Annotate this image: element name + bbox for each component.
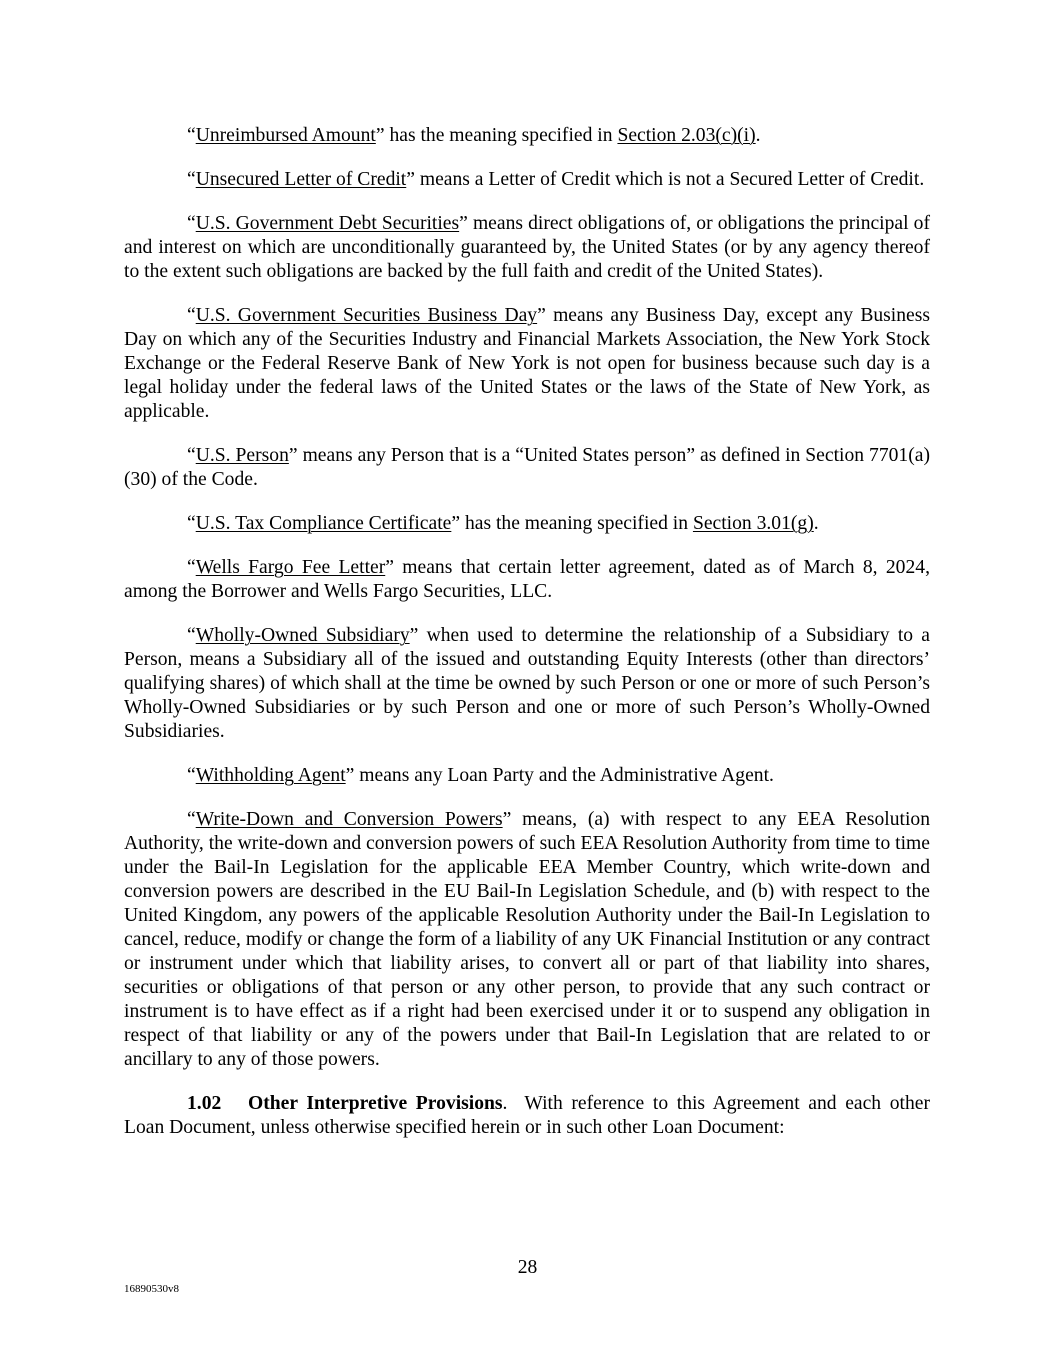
defined-term: U.S. Government Securities Business Day bbox=[195, 305, 538, 326]
close-quote: ” bbox=[409, 625, 419, 646]
open-quote: “ bbox=[187, 809, 196, 830]
definition-paragraph bbox=[124, 512, 930, 536]
open-quote: “ bbox=[187, 557, 196, 578]
defined-term: U.S. Tax Compliance Certificate bbox=[195, 513, 452, 534]
defined-term: U.S. Person bbox=[195, 445, 289, 466]
defined-term: Unreimbursed Amount bbox=[195, 125, 376, 146]
definition-text: means any Person that is a “United States person” as defined in Section 7701(a)(30) of the Code. bbox=[124, 445, 930, 490]
open-quote: “ bbox=[187, 625, 196, 646]
close-quote: ” bbox=[385, 557, 394, 578]
section-text: With reference to this Agreement and each other Loan Document, unless otherwise specified herein or in such other Loan Document: bbox=[124, 1093, 935, 1138]
close-quote: ” bbox=[288, 445, 298, 466]
section-number: 1.02 bbox=[187, 1093, 222, 1114]
defined-term: Write-Down and Conversion Powers bbox=[195, 809, 503, 830]
definition-text: means direct obligations of, or obligations the principal of and interest on which are unconditionally guaranteed by, the United States (or by any agency thereof to the extent such obligations are backed by the full faith and credit of the United States). bbox=[124, 213, 930, 282]
open-quote: “ bbox=[187, 213, 196, 234]
defined-term: Wells Fargo Fee Letter bbox=[195, 557, 386, 578]
close-quote: ” bbox=[451, 513, 461, 534]
open-quote: “ bbox=[187, 445, 196, 466]
definition-paragraph bbox=[124, 764, 930, 788]
close-quote: ” bbox=[375, 125, 385, 146]
definition-paragraph bbox=[124, 808, 930, 1072]
definition-text: has the meaning specified in bbox=[384, 125, 618, 146]
defined-term: Withholding Agent bbox=[195, 765, 346, 786]
open-quote: “ bbox=[187, 305, 196, 326]
close-quote: ” bbox=[502, 809, 512, 830]
definition-text: means any Loan Party and the Administrative Agent. bbox=[354, 765, 774, 786]
section-reference: Section 2.03(c)(i) bbox=[617, 125, 756, 146]
definition-text: has the meaning specified in bbox=[460, 513, 693, 534]
definition-paragraph bbox=[124, 624, 930, 744]
defined-term: Unsecured Letter of Credit bbox=[195, 169, 407, 190]
defined-term: Wholly-Owned Subsidiary bbox=[195, 625, 410, 646]
definition-text: when used to determine the relationship of a Subsidiary to a Person, means a Subsidiary all of the issued and outstanding Equity Interests (other than directors’ qualifying shares) of which shall at the time be owned by such Person or one or more of such Person’s Wholly-Owned Subsidiaries or by such Person and one or more of such Person’s Wholly-Owned Subsidiaries. bbox=[124, 625, 930, 742]
definition-text: means, (a) with respect to any EEA Resolution Authority, the write-down and conversion powers of such EEA Resolution Authority from time to time under the Bail-In Legislation for the applicable EEA Member Country, which write-down and conversion powers are described in the EU Bail-In Legislation Schedule, and (b) with respect to the United Kingdom, any powers of the applicable Resolution Authority under the Bail-In Legislation to cancel, reduce, modify or change the form of a liability of any UK Financial Institution or any contract or instrument under which that liability arises, to convert all or part of that liability into shares, securities or obligations of that person or any other person, to provide that any such contract or instrument is to have effect as if a right had been exercised under it or to suspend any obligation in respect of that liability or any of the powers under that Bail-In Legislation that are related to or ancillary to any of those powers. bbox=[124, 809, 930, 1070]
open-quote: “ bbox=[187, 513, 196, 534]
defined-term: U.S. Government Debt Securities bbox=[195, 213, 460, 234]
section-paragraph bbox=[124, 1092, 935, 1140]
close-quote: ” bbox=[459, 213, 468, 234]
definition-text: means a Letter of Credit which is not a Secured Letter of Credit. bbox=[414, 169, 925, 190]
close-quote: ” bbox=[537, 305, 546, 326]
definition-end: . bbox=[755, 125, 761, 146]
page-number: 28 bbox=[517, 1257, 538, 1278]
document-body bbox=[124, 124, 935, 1160]
close-quote: ” bbox=[345, 765, 355, 786]
open-quote: “ bbox=[187, 765, 196, 786]
open-quote: “ bbox=[187, 169, 196, 190]
section-reference: Section 3.01(g) bbox=[692, 513, 814, 534]
definition-text: means that certain letter agreement, dated as of March 8, 2024, among the Borrower and Wells Fargo Securities, LLC. bbox=[124, 557, 930, 602]
open-quote: “ bbox=[187, 125, 196, 146]
definition-end: . bbox=[813, 513, 819, 534]
definition-text: means any Business Day, except any Business Day on which any of the Securities Industry and Financial Markets Association, the New York Stock Exchange or the Federal Reserve Bank of New York is not open for business because such day is a legal holiday under the federal laws of the United States or the laws of the State of New York, as applicable. bbox=[124, 305, 930, 422]
document-id: 16890530v8 bbox=[124, 1283, 179, 1295]
section-title: Other Interpretive Provisions bbox=[248, 1093, 503, 1114]
definition-paragraph bbox=[124, 124, 930, 148]
definition-paragraph bbox=[124, 304, 930, 424]
definition-paragraph bbox=[124, 444, 930, 492]
section-title-end: . bbox=[502, 1093, 508, 1114]
definition-paragraph bbox=[124, 556, 930, 604]
definition-paragraph bbox=[124, 212, 930, 284]
definition-paragraph bbox=[124, 168, 930, 192]
close-quote: ” bbox=[406, 169, 415, 190]
